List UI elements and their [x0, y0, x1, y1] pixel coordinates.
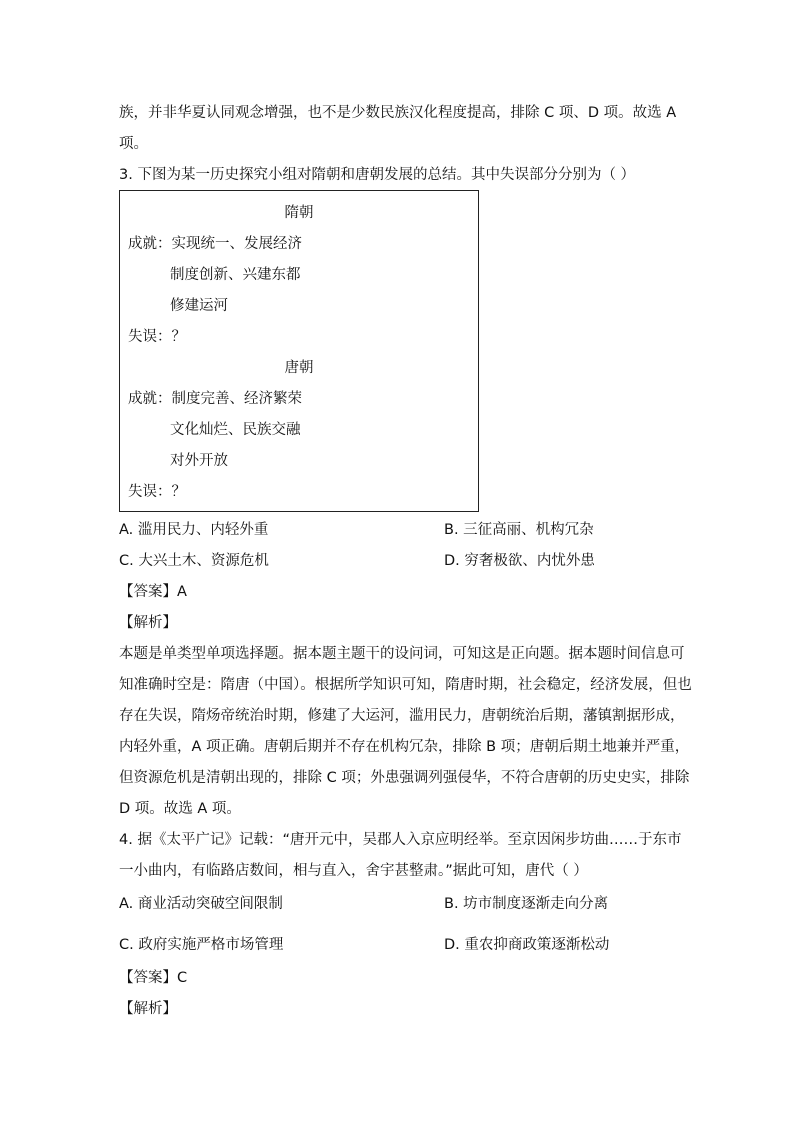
question-4-stem-line-1: 4. 据《太平广记》记载：“唐开元中，吴郡人入京应明经举。至京因闲步坊曲……于东市	[119, 832, 682, 848]
sui-title: 隋朝	[284, 205, 314, 221]
sui-achievement-3: 修建运河	[170, 298, 228, 314]
q3-option-b[interactable]: B. 三征高丽、机构冗杂	[444, 522, 594, 538]
tang-achievement-1: 成就：制度完善、经济繁荣	[128, 391, 302, 407]
q3-answer: 【答案】A	[119, 584, 187, 600]
sui-error: 失误：？	[128, 329, 186, 345]
q3-option-a[interactable]: A. 滥用民力、内轻外重	[119, 522, 269, 538]
summary-table-box	[119, 190, 479, 512]
q3-analysis-line-4: 内轻外重，A 项正确。唐朝后期并不存在机构冗杂，排除 B 项；唐朝后期土地兼并严重，	[119, 739, 690, 755]
q3-option-d[interactable]: D. 穷奢极欲、内忧外患	[444, 553, 595, 569]
tang-achievement-3: 对外开放	[170, 453, 228, 469]
question-3-stem: 3. 下图为某一历史探究小组对隋朝和唐朝发展的总结。其中失误部分分别为（ ）	[119, 167, 636, 183]
q3-analysis-label: 【解析】	[119, 615, 177, 631]
q4-option-a[interactable]: A. 商业活动突破空间限制	[119, 896, 283, 912]
q4-answer: 【答案】C	[119, 970, 188, 986]
tang-achievement-2: 文化灿烂、民族交融	[170, 422, 301, 438]
tang-title: 唐朝	[284, 360, 314, 376]
q4-option-c[interactable]: C. 政府实施严格市场管理	[119, 937, 284, 953]
q4-analysis-label: 【解析】	[119, 1001, 177, 1017]
sui-achievement-2: 制度创新、兴建东都	[170, 267, 301, 283]
q3-analysis-line-5: 但资源危机是清朝出现的，排除 C 项；外患强调列强侵华，不符合唐朝的历史史实，排除	[119, 770, 690, 786]
q3-analysis-line-1: 本题是单类型单项选择题。据本题主题干的设问词，可知这是正向题。据本题时间信息可	[119, 646, 685, 662]
q4-option-d[interactable]: D. 重农抑商政策逐渐松动	[444, 937, 610, 953]
q3-analysis-line-3: 存在失误，隋炀帝统治时期，修建了大运河，滥用民力，唐朝统治后期，藩镇割据形成，	[119, 708, 685, 724]
question-4-stem-line-2: 一小曲内，有临路店数间，相与直入，舍宇甚整肃。”据此可知，唐代（ ）	[119, 863, 588, 879]
q3-analysis-line-2: 知准确时空是：隋唐（中国）。根据所学知识可知，隋唐时期，社会稳定，经济发展，但也	[119, 677, 692, 693]
tang-error: 失误：？	[128, 484, 186, 500]
q4-option-b[interactable]: B. 坊市制度逐渐走向分离	[444, 896, 609, 912]
intro-line-1: 族，并非华夏认同观念增强，也不是少数民族汉化程度提高，排除 C 项、D 项。故选 A	[119, 105, 677, 121]
q3-analysis-line-6: D 项。故选 A 项。	[119, 801, 241, 817]
intro-line-2: 项。	[119, 136, 148, 152]
q3-option-c[interactable]: C. 大兴土木、资源危机	[119, 553, 269, 569]
sui-achievement-1: 成就：实现统一、发展经济	[128, 236, 302, 252]
